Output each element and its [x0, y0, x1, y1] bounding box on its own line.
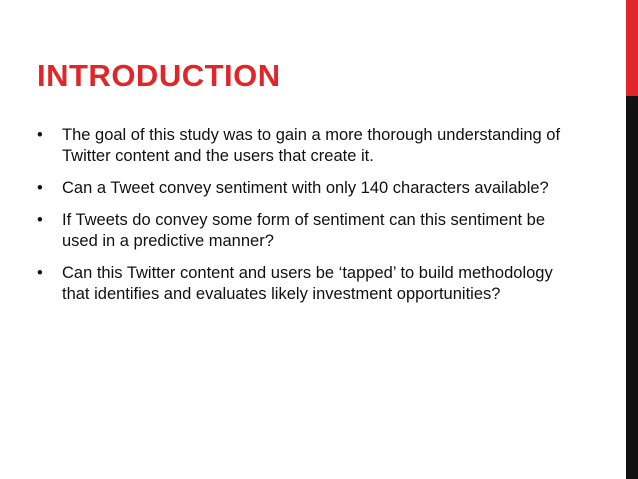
- bullet-item: [37, 263, 577, 305]
- bullet-marker-icon: •: [37, 264, 43, 282]
- bullet-item: [37, 210, 577, 252]
- bullet-text: The goal of this study was to gain a more thorough understanding of Twitter content and the users that create it.: [62, 126, 561, 165]
- accent-bar-red: [626, 0, 638, 96]
- bullet-text: Can this Twitter content and users be ‘tapped’ to build methodology that identifies and evaluates likely investment opportunities?: [62, 264, 553, 303]
- bullet-item: [37, 125, 577, 167]
- bullet-item: [37, 178, 577, 199]
- bullet-text: If Tweets do convey some form of sentiment can this sentiment be used in a predictive manner?: [62, 211, 546, 250]
- bullet-marker-icon: •: [37, 211, 43, 229]
- slide-title: INTRODUCTION: [37, 58, 281, 93]
- accent-bar-dark: [626, 96, 638, 479]
- bullet-marker-icon: •: [37, 179, 43, 197]
- bullet-marker-icon: •: [37, 126, 43, 144]
- bullet-list: [37, 125, 577, 316]
- bullet-text: Can a Tweet convey sentiment with only 140 characters available?: [62, 179, 549, 197]
